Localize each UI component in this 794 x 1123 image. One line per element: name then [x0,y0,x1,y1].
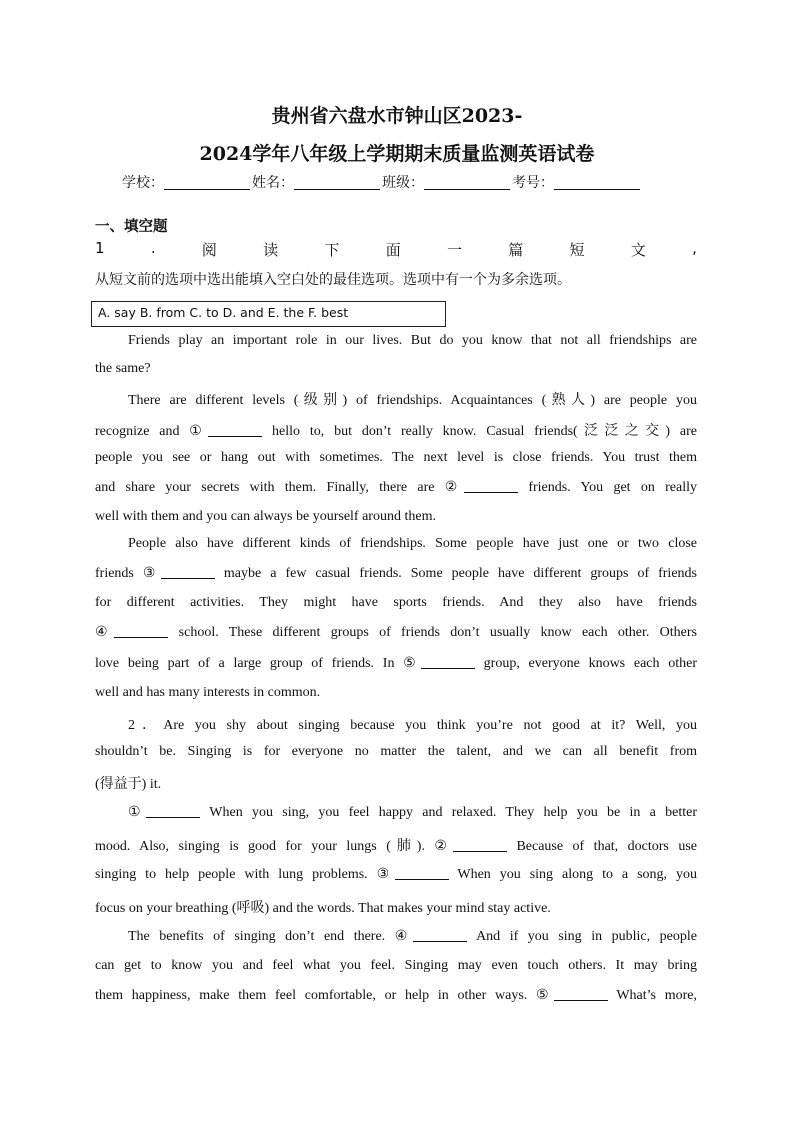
school-label: 学校： [122,175,164,191]
q1-heading-char: 阅 [201,241,217,259]
passage-line: well with them and you can always be yourself around them. [95,509,436,524]
passage-line: shouldn’t be. Singing is for everyone no matter the talent, and we can all benefit from [95,744,697,759]
passage-line [95,835,697,855]
answer-blank-2[interactable] [464,479,518,493]
text-run: and share your secrets with them. Finally, there are ② [95,480,465,495]
passage-line: Friends play an important role in our lives. But do you know that not all friendships are [128,333,697,348]
name-label: 姓名： [252,175,294,191]
exam-number-blank[interactable] [554,175,640,190]
text-run: When you sing, you feel happy and relaxed. They help you be in a better [200,805,697,820]
q1-heading-char: 1 [95,239,105,257]
class-label: 班级： [382,175,424,191]
passage-line: can get to know you and feel what you feel. Singing may even touch others. It may bring [95,958,697,973]
q1-heading-char: 读 [263,241,279,259]
text-run: When you sing along to a song, you [448,867,697,882]
exam-title-line1: 贵州省六盘水市钟山区2023- [271,105,523,127]
q1-heading-char: 篇 [508,241,524,259]
section-title: 一、填空题 [95,219,168,235]
student-info-row [122,172,642,192]
text-run: school. These different groups of friends don’t usually know each other. Others [168,625,698,640]
q1-instruction: 从短文前的选项中选出能填入空白处的最佳选项。选项中有一个为多余选项。 [95,272,571,288]
text-run: mood. Also, singing is good for your lungs (肺). ② [95,839,453,854]
answer-blank-q2-3[interactable] [395,866,449,880]
text-run: ④ [95,625,115,640]
text-run: And if you sing in public, people [467,929,697,944]
text-run: friends ③ [95,566,161,581]
answer-blank-q2-1[interactable] [146,804,200,818]
passage-line: People also have different kinds of friendships. Some people have just one or two close [128,536,697,551]
exam-number-label: 考号： [512,175,554,191]
text-run: What’s more, [607,988,697,1003]
text-run: recognize and ① [95,424,209,439]
passage-line [95,655,697,672]
passage-line: people you see or hang out with sometimes. The next level is close friends. You trust them [95,450,697,465]
passage-line: the same? [95,361,151,376]
passage-line: (得益于) it. [95,777,162,792]
answer-blank-q2-2[interactable] [453,838,507,852]
q1-heading-char: . [150,239,156,257]
q1-heading-char: , [692,239,697,257]
answer-blank-q2-5[interactable] [554,987,608,1001]
q1-heading-char: 下 [324,241,340,259]
passage-line [95,420,697,440]
q1-heading-char: 文 [630,241,646,259]
passage-line [95,804,697,821]
passage-line [95,987,697,1004]
exam-title-line2: 2024学年八年级上学期期末质量监测英语试卷 [199,143,595,165]
passage-line [95,928,697,945]
text-run: friends. You get on really [518,480,697,495]
q1-heading [95,239,697,260]
text-run: The benefits of singing don’t end there. ④ [128,929,414,944]
school-blank[interactable] [164,175,250,190]
answer-blank-1[interactable] [208,423,262,437]
text-run: Because of that, doctors use [506,839,697,854]
text-run: love being part of a large group of friends. In ⑤ [95,656,421,671]
q1-heading-char: 一 [446,241,462,259]
passage-line [95,866,697,883]
text-run: maybe a few casual friends. Some people have different groups of friends [214,566,697,581]
text-run: hello to, but don’t really know. Casual friends(泛泛之交) are [262,424,697,439]
passage-line: focus on your breathing (呼吸) and the words. That makes your mind stay active. [95,901,551,916]
name-blank[interactable] [294,175,380,190]
passage-line [95,624,697,641]
text-run: singing to help people with lung problems. ③ [95,867,395,882]
text-run: them happiness, make them feel comfortable, or help in other ways. ⑤ [95,988,554,1003]
passage-line: well and has many interests in common. [95,685,321,700]
text-run: ① [128,805,147,820]
passage-line [95,479,697,496]
text-run: group, everyone knows each other [474,656,697,671]
answer-blank-4[interactable] [114,624,168,638]
passage-line: for different activities. They might have sports friends. And they also have friends [95,595,697,610]
class-blank[interactable] [424,175,510,190]
answer-blank-5[interactable] [421,655,475,669]
answer-blank-3[interactable] [161,565,215,579]
q1-heading-char: 面 [385,241,401,259]
answer-blank-q2-4[interactable] [413,928,467,942]
passage-line: There are different levels (级别) of friendships. Acquaintances (熟人) are people you [128,393,697,408]
options-box: A. say B. from C. to D. and E. the F. best [91,301,446,327]
passage-line: 2．Are you shy about singing because you think you’re not good at it? Well, you [128,718,697,733]
passage-line [95,565,697,582]
q1-heading-char: 短 [569,241,585,259]
